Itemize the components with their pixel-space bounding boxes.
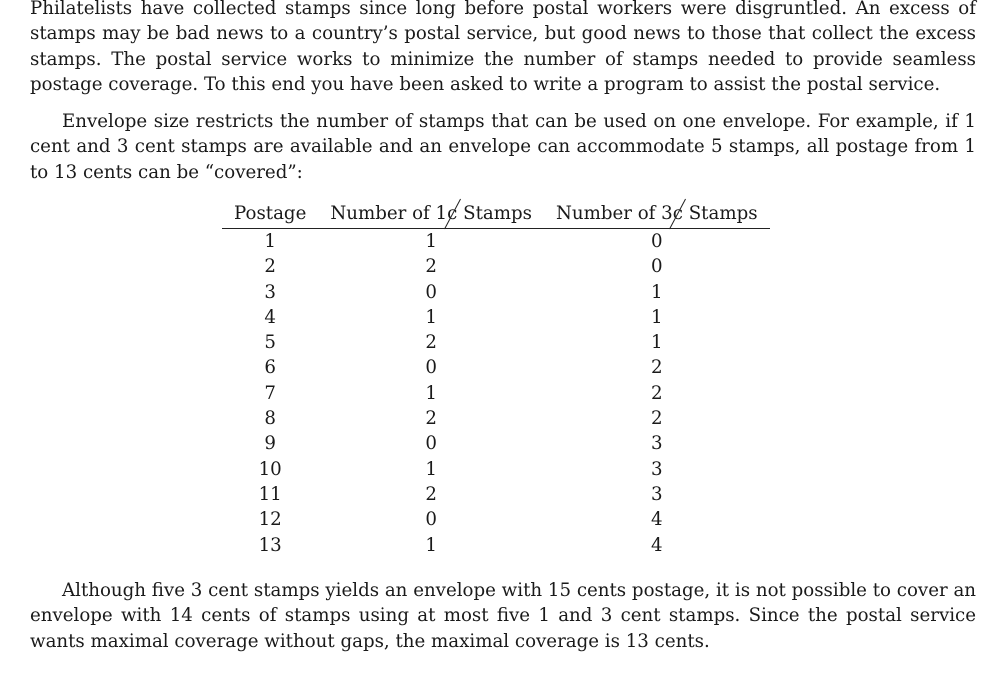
cell-postage: 10: [258, 458, 282, 480]
cell-postage: 6: [264, 357, 276, 379]
cell-one-cent-count: 2: [425, 408, 437, 430]
cell-three-cent-count: 1: [650, 306, 663, 328]
table-row: [222, 507, 770, 532]
cell-postage: 7: [264, 382, 276, 404]
cell-three-cent-count: 4: [650, 509, 663, 531]
table-row: [222, 280, 770, 305]
header-one-cent-stamps: [318, 199, 544, 229]
cent-sign-icon: c: [673, 199, 683, 228]
header-one-cent-suffix: Stamps: [457, 203, 532, 224]
cell-one-cent-count: 0: [425, 357, 437, 379]
postage-coverage-table: [222, 199, 770, 558]
table-row: [222, 457, 770, 482]
cell-one-cent-count: 1: [425, 306, 437, 328]
cell-one-cent-count: 2: [425, 483, 437, 505]
header-three-cent-prefix: Number of 3: [555, 203, 673, 224]
cell-postage: 1: [264, 231, 276, 252]
cell-postage: 8: [264, 408, 276, 430]
table-header-row: [222, 199, 770, 229]
cell-three-cent-count: 2: [650, 357, 663, 379]
cell-three-cent-count: 4: [650, 534, 663, 556]
header-postage: Postage: [222, 199, 318, 229]
cell-postage: 4: [264, 306, 276, 328]
example-paragraph: Envelope size restricts the number of stamps that can be used on one envelope. For example, if 1 cent and 3 cent stamps are available and an envelope can accommodate 5 stamps, all postage from 1 to 13 cents can be “covered”:: [30, 111, 976, 183]
cell-three-cent-count: 1: [650, 281, 663, 303]
cell-postage: 12: [258, 509, 282, 531]
conclusion-wrapper: [30, 578, 976, 654]
table-row: [222, 406, 770, 431]
table-row: [222, 254, 770, 279]
cell-three-cent-count: 2: [650, 408, 663, 430]
cell-one-cent-count: 2: [425, 332, 437, 354]
conclusion-paragraph: Although five 3 cent stamps yields an envelope with 15 cents postage, it is not possible to cover an envelope with 14 cents of stamps using at most five 1 and 3 cent stamps. Since the postal service wants maximal coverage without gaps, the maximal coverage is 13 cents.: [30, 580, 976, 652]
cell-one-cent-count: 1: [425, 231, 437, 252]
cell-postage: 9: [264, 433, 276, 455]
cell-postage: 13: [258, 534, 282, 556]
cell-three-cent-count: 2: [650, 382, 663, 404]
cell-one-cent-count: 0: [425, 281, 437, 303]
cell-three-cent-count: 3: [650, 483, 663, 505]
table-row: [222, 431, 770, 456]
cell-one-cent-count: 0: [425, 433, 437, 455]
cell-three-cent-count: 1: [650, 332, 663, 354]
table-row: [222, 482, 770, 507]
intro-paragraph: Philatelists have collected stamps since long before postal workers were disgruntled. An excess of stamps may be bad news to a country’s postal service, but good news to those that collect the excess stamps. The postal service works to minimize the number of stamps needed to provide seamless postage coverage. To this end you have been asked to write a program to assist the postal service.: [30, 0, 976, 95]
cell-postage: 11: [258, 483, 282, 505]
cell-one-cent-count: 0: [425, 509, 437, 531]
header-three-cent-suffix: Stamps: [682, 203, 758, 224]
cell-one-cent-count: 1: [425, 382, 437, 404]
table-row: [222, 533, 770, 558]
cell-postage: 5: [264, 332, 276, 354]
table-row: [222, 381, 770, 406]
cell-one-cent-count: 1: [425, 458, 437, 480]
header-three-cent-stamps: [544, 199, 770, 229]
cell-three-cent-count: 0: [650, 231, 663, 252]
cell-one-cent-count: 1: [425, 534, 437, 556]
cell-postage: 2: [264, 256, 276, 278]
cell-one-cent-count: 2: [425, 256, 437, 278]
table-row: [222, 355, 770, 380]
cent-sign-icon: c: [447, 199, 457, 228]
cell-three-cent-count: 3: [650, 433, 663, 455]
table-row: [222, 305, 770, 330]
document-page: [30, 0, 976, 652]
table-row: [222, 229, 770, 255]
cell-three-cent-count: 3: [650, 458, 663, 480]
cell-three-cent-count: 0: [650, 256, 663, 278]
table-body: [222, 229, 770, 558]
cell-postage: 3: [264, 281, 276, 303]
header-one-cent-prefix: Number of 1: [330, 203, 448, 224]
table-row: [222, 330, 770, 355]
